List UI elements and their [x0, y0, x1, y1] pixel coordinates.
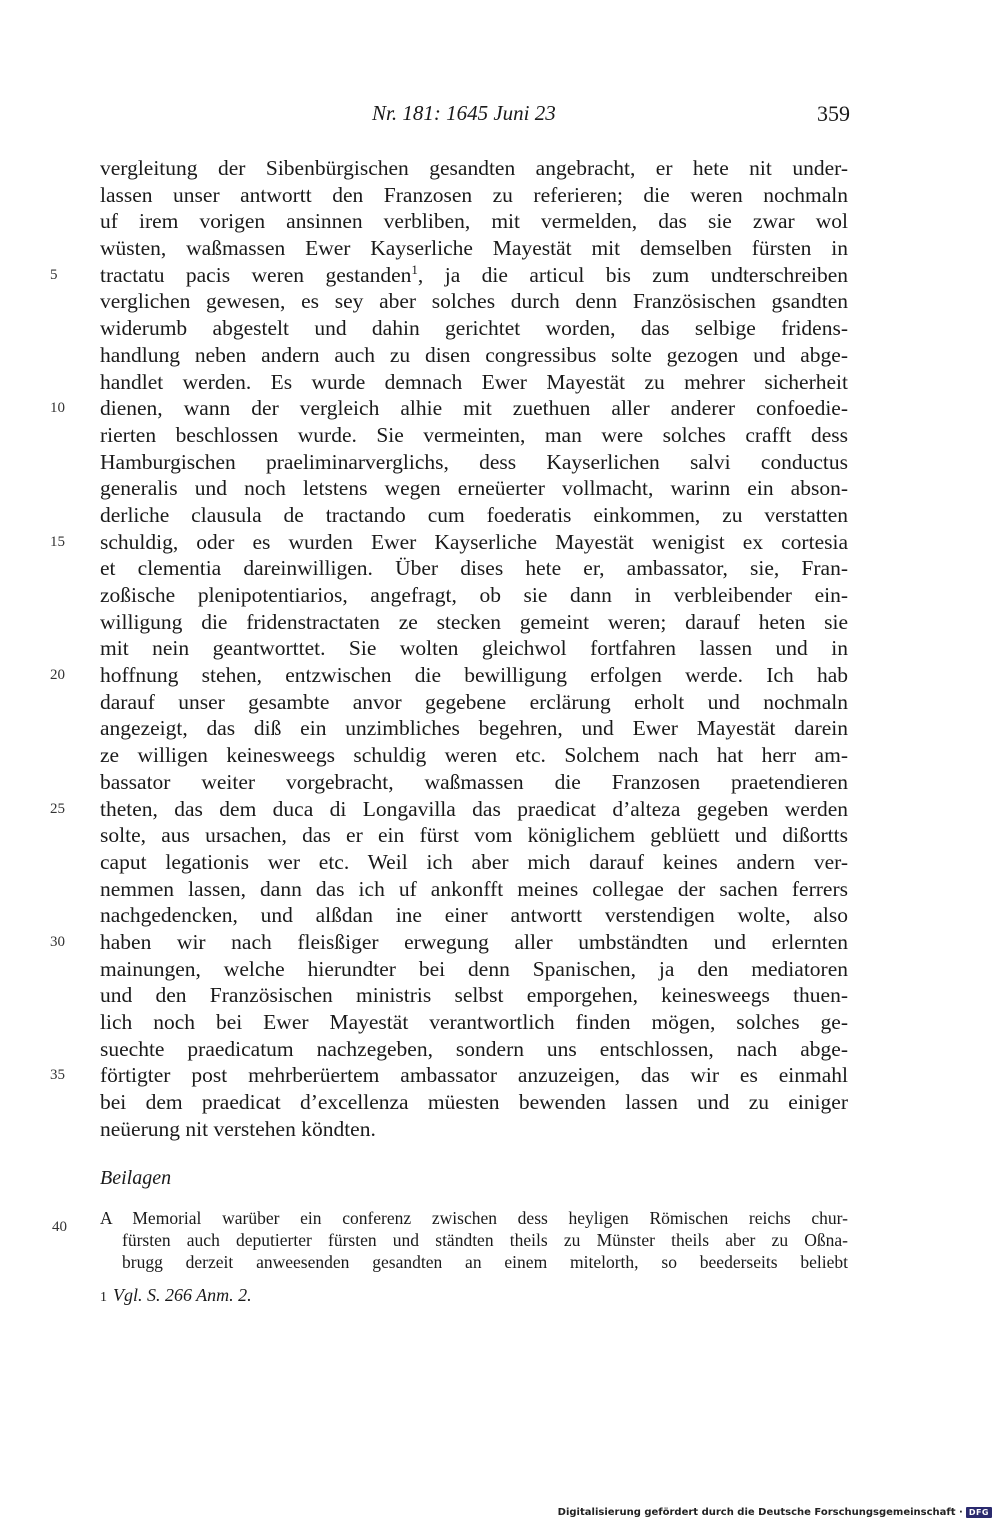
text-line: [100, 369, 848, 396]
text-line: [100, 208, 848, 235]
line-text: Hamburgischen praeliminarverglichs, dess Kayserlichen salvi conductus: [100, 449, 848, 474]
line-text: ze willigen keinesweegs schuldig weren etc. Solchem nach hat herr am-: [100, 743, 848, 768]
line-text: schuldig, oder es wurden Ewer Kayserliche Mayestät wenigist ex cortesia: [100, 529, 848, 554]
line-number: 15: [50, 533, 65, 550]
line-text: et clementia dareinwilligen. Über dises hete er, ambassator, sie, Fran-: [100, 556, 848, 581]
text-line: [100, 1116, 848, 1143]
credit-text: Digitalisierung gefördert durch die Deutsche Forschungsgemeinschaft ·: [557, 1507, 963, 1518]
text-line: [100, 475, 848, 502]
line-text: bassator weiter vorgebracht, waßmassen die Franzosen praetendieren: [100, 769, 848, 794]
line-text: derliche clausula de tractando cum foederatis einkommen, zu verstatten: [100, 502, 848, 527]
text-line: [100, 1036, 848, 1063]
text-line: [100, 422, 848, 449]
text-line: [100, 609, 848, 636]
enclosures-list: [52, 1207, 848, 1273]
enclosure-line: A Memorial warüber ein conferenz zwischen dess heyligen Römischen reichs chur-: [100, 1208, 848, 1228]
text-line: [100, 449, 848, 476]
dfg-logo: DFG: [966, 1507, 992, 1518]
line-number: 20: [50, 667, 65, 684]
line-text: mainungen, welche hierundter bei denn Spanischen, ja den mediatoren: [100, 956, 848, 981]
line-text: vergleitung der Sibenbürgischen gesandten angebracht, er hete nit under-: [100, 156, 848, 180]
line-text: theten, das dem duca di Longavilla das praedicat d’alteza gegeben werden: [100, 796, 848, 821]
text-line: [100, 182, 848, 209]
line-text: darauf unser gesambte anvor gegebene erclärung erholt und nochmaln: [100, 689, 848, 714]
line-text: zoßische plenipotentiarios, angefragt, ob sie dann in verbleibender ein-: [100, 583, 848, 607]
line-text: uf irem vorigen ansinnen verbliben, mit vermelden, das sie zwar wol: [100, 209, 848, 234]
line-text: und den Französischen ministris selbst emporgehen, keinesweegs thuen-: [100, 983, 848, 1008]
text-line: [100, 582, 848, 609]
text-line: [100, 555, 848, 582]
line-text: haben wir nach fleisßiger erwegung aller umbständten und erlernten: [100, 929, 848, 954]
text-line: [100, 635, 848, 662]
text-line: [100, 689, 848, 716]
header-title: Nr. 181: 1645 Juni 23: [372, 101, 556, 125]
line-text: wüsten, waßmassen Ewer Kayserliche Mayestät mit demselben fürsten in: [100, 236, 848, 261]
text-line: [100, 342, 848, 369]
text-line: [100, 715, 848, 742]
footnote-reference: 1: [411, 261, 418, 277]
running-header: [100, 101, 850, 131]
text-line: [100, 822, 848, 849]
text-line: [100, 742, 848, 769]
footnote-mark: 1: [100, 1290, 107, 1305]
line-text: nemmen lassen, dann das ich uf ankonfft meines collegae der sachen ferrers: [100, 876, 848, 901]
text-line: [100, 956, 848, 983]
enclosures-heading: Beilagen: [100, 1167, 172, 1189]
text-line: [100, 982, 848, 1009]
line-number: 30: [50, 933, 65, 950]
text-line: [50, 796, 848, 823]
text-line: [50, 261, 848, 289]
line-number: 5: [50, 266, 58, 283]
text-line: [100, 769, 848, 796]
line-number: 40: [52, 1219, 67, 1235]
text-line: [100, 1009, 848, 1036]
enclosure-line: fürsten auch deputierter fürsten und ständten theils zu Münster theils aber zu Oßna-: [122, 1230, 848, 1250]
text-line: [50, 662, 848, 689]
text-line: [100, 502, 848, 529]
line-text: förtigter post mehrberüertem ambassator anzuzeigen, das wir es einmahl: [100, 1063, 848, 1088]
text-line: [100, 288, 848, 315]
text-line: [50, 395, 848, 422]
text-line: [50, 1062, 848, 1089]
text-line: [100, 849, 848, 876]
line-number: 25: [50, 800, 65, 817]
line-text: dienen, wann der vergleich alhie mit zuethuen aller anderer confoedie-: [100, 396, 848, 421]
line-text: solte, aus ursachen, das er ein fürst vom königlichem geblüett und dißortts: [100, 823, 848, 848]
line-text: hoffnung stehen, entzwischen die bewilligung erfolgen werde. Ich hab: [100, 663, 848, 688]
enclosure-line: brugg derzeit anweesenden gesandten an einem mitelorth, so beederseits beliebt: [122, 1252, 848, 1272]
text-line: [100, 155, 848, 182]
line-text: lassen unser antwortt den Franzosen zu referieren; die weren nochmaln: [100, 182, 848, 207]
text-line: [50, 929, 848, 956]
line-text: widerumb abgestelt und dahin gerichtet worden, das selbige fridens-: [100, 316, 848, 341]
text-line: [50, 529, 848, 556]
line-text: neüerung nit verstehen köndten.: [100, 1116, 376, 1141]
line-number: 10: [50, 400, 65, 417]
text-line: [100, 876, 848, 903]
digitization-credit: [558, 1507, 992, 1518]
line-text: generalis und noch letstens wegen erneüerter vollmacht, warinn ein abson-: [100, 476, 848, 501]
line-text: willigung die fridenstractaten ze stecken gemeint weren; darauf heten sie: [100, 609, 848, 634]
text-line: [100, 1089, 848, 1116]
text-line: [100, 235, 848, 262]
text-line: [100, 315, 848, 342]
line-text: lich noch bei Ewer Mayestät verantwortlich finden mögen, solches ge-: [100, 1010, 848, 1034]
line-text: angezeigt, das diß ein unzimbliches begehren, und Ewer Mayestät darein: [100, 716, 848, 741]
line-text: handlung neben andern auch zu disen congressibus solte gezogen und abge-: [100, 342, 848, 367]
line-text: nachgedencken, und alßdan ine einer antwortt verstendigen wolte, also: [100, 903, 848, 928]
footnote-text: Vgl. S. 266 Anm. 2.: [113, 1285, 252, 1305]
footnote: [100, 1285, 252, 1306]
line-text: rierten beschlossen wurde. Sie vermeinten, man were solches crafft dess: [100, 422, 848, 447]
line-text: caput legationis wer etc. Weil ich aber mich darauf keines andern ver-: [100, 849, 848, 874]
line-text: verglichen gewesen, es sey aber solches durch denn Französischen gsandten: [100, 289, 848, 314]
line-text: suechte praedicatum nachzegeben, sondern uns entschlossen, nach abge-: [100, 1036, 848, 1061]
line-number: 35: [50, 1067, 65, 1084]
page-number: 359: [817, 101, 850, 126]
line-text: handlet werden. Es wurde demnach Ewer Mayestät zu mehrer sicherheit: [100, 369, 848, 394]
line-text: bei dem praedicat d’excellenza müesten bewenden lassen und zu einiger: [100, 1090, 848, 1115]
line-text: mit nein geantworttet. Sie wolten gleichwol fortfahren lassen und in: [100, 636, 848, 661]
line-text: tractatu pacis weren gestanden$^1$, ja die articul bis zum undterschreiben: [100, 261, 848, 287]
main-text: [50, 155, 848, 1142]
text-line: [100, 902, 848, 929]
